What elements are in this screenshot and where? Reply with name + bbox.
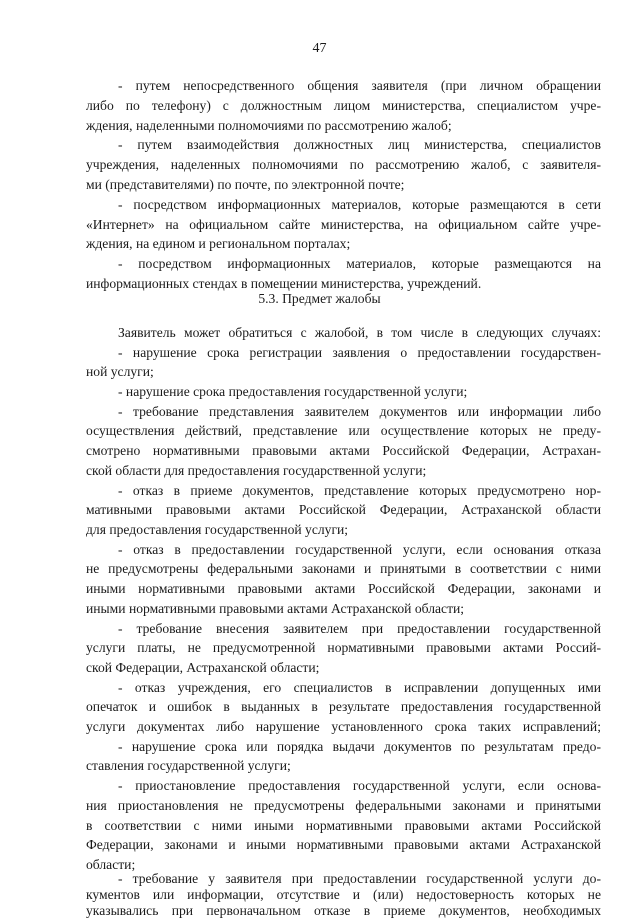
paragraph-line: услуги документах либо нарушение установленного срока таких исправлений; [86, 719, 601, 734]
paragraph-line: услуги платы, не предусмотренной нормативными правовыми актами Россий- [86, 640, 601, 655]
paragraph-line: Заявитель может обратиться с жалобой, в том числе в следующих случаях: [118, 325, 601, 340]
paragraph-line: - требование внесения заявителем при предоставлении государственной [118, 621, 601, 636]
paragraph-line: ждения, наделенными полномочиями по рассмотрению жалоб; [86, 118, 452, 133]
paragraph-line: ской Федерации, Астраханской области; [86, 660, 320, 675]
paragraph-line: ной услуги; [86, 364, 154, 379]
paragraph-line: - путем взаимодействия должностных лиц министерства, специалистов [118, 137, 601, 152]
paragraph-line: ния приостановления не предусмотрены федеральными законами и принятыми [86, 798, 601, 813]
paragraph-line: Федерации, законами и иными нормативными правовыми актами Астраханской [86, 837, 601, 852]
page-number: 47 [312, 41, 327, 56]
paragraph-line: - нарушение срока или порядка выдачи документов по результатам предо- [118, 739, 601, 754]
paragraph-line: - требование у заявителя при предоставлении государственной услуги до- [118, 871, 601, 886]
paragraph-line: - отказ в предоставлении государственной услуги, если основания отказа [118, 542, 601, 557]
paragraph-line: - приостановление предоставления государственной услуги, если основа- [118, 778, 601, 793]
paragraph-line: кументов или информации, отсутствие и (или) недостоверность которых не [86, 887, 601, 902]
paragraph-line: ми (представителями) по почте, по электронной почте; [86, 177, 405, 192]
paragraph-line: области; [86, 857, 136, 872]
paragraph-line: в соответствии с ними иными нормативными правовыми актами Российской [86, 818, 601, 833]
paragraph-line: иными нормативными правовыми актами Российской Федерации, законами и [86, 581, 601, 596]
paragraph-line: - нарушение срока предоставления государственной услуги; [118, 384, 468, 399]
paragraph-line: опечаток и ошибок в выданных в результате предоставления государственной [86, 699, 601, 714]
paragraph-line: ской области для предоставления государственной услуги; [86, 463, 427, 478]
paragraph-line: мативными правовыми актами Российской Федерации, Астраханской области [86, 502, 601, 517]
paragraph-line: для предоставления государственной услуги; [86, 522, 349, 537]
paragraph-line: либо по телефону) с должностным лицом министерства, специалистом учре- [86, 98, 601, 113]
paragraph-line: информационных стендах в помещении министерства, учреждений. [86, 276, 482, 291]
paragraph-line: - нарушение срока регистрации заявления о предоставлении государствен- [118, 345, 601, 360]
paragraph-line: «Интернет» на официальном сайте министерства, на официальном сайте учре- [86, 217, 601, 232]
paragraph-line: смотрено нормативными правовыми актами Российской Федерации, Астрахан- [86, 443, 601, 458]
paragraph-line: - посредством информационных материалов, которые размещаются на [118, 256, 601, 271]
paragraph-line: учреждения, наделенных полномочиями по рассмотрению жалоб, с заявителя- [86, 157, 601, 172]
paragraph-line: указывались при первоначальном отказе в приеме документов, необходимых [86, 903, 601, 918]
paragraph-line: ставления государственной услуги; [86, 758, 291, 773]
paragraph-line: не предусмотрены федеральными законами и принятыми в соответствии с ними [86, 561, 601, 576]
paragraph-line: ждения, на едином и региональном порталах; [86, 236, 351, 251]
paragraph-line: осуществления действий, представление или осуществление которых не преду- [86, 423, 601, 438]
paragraph-line: - требование представления заявителем документов или информации либо [118, 404, 601, 419]
paragraph-line: - отказ в приеме документов, представление которых предусмотрено нор- [118, 483, 601, 498]
paragraph-line: - посредством информационных материалов, которые размещаются в сети [118, 197, 601, 212]
paragraph-line: иными нормативными правовыми актами Астраханской области; [86, 601, 465, 616]
section-heading: 5.3. Предмет жалобы [258, 291, 381, 306]
paragraph-line: - путем непосредственного общения заявителя (при личном обращении [118, 78, 601, 93]
paragraph-line: - отказ учреждения, его специалистов в исправлении допущенных ими [118, 680, 601, 695]
